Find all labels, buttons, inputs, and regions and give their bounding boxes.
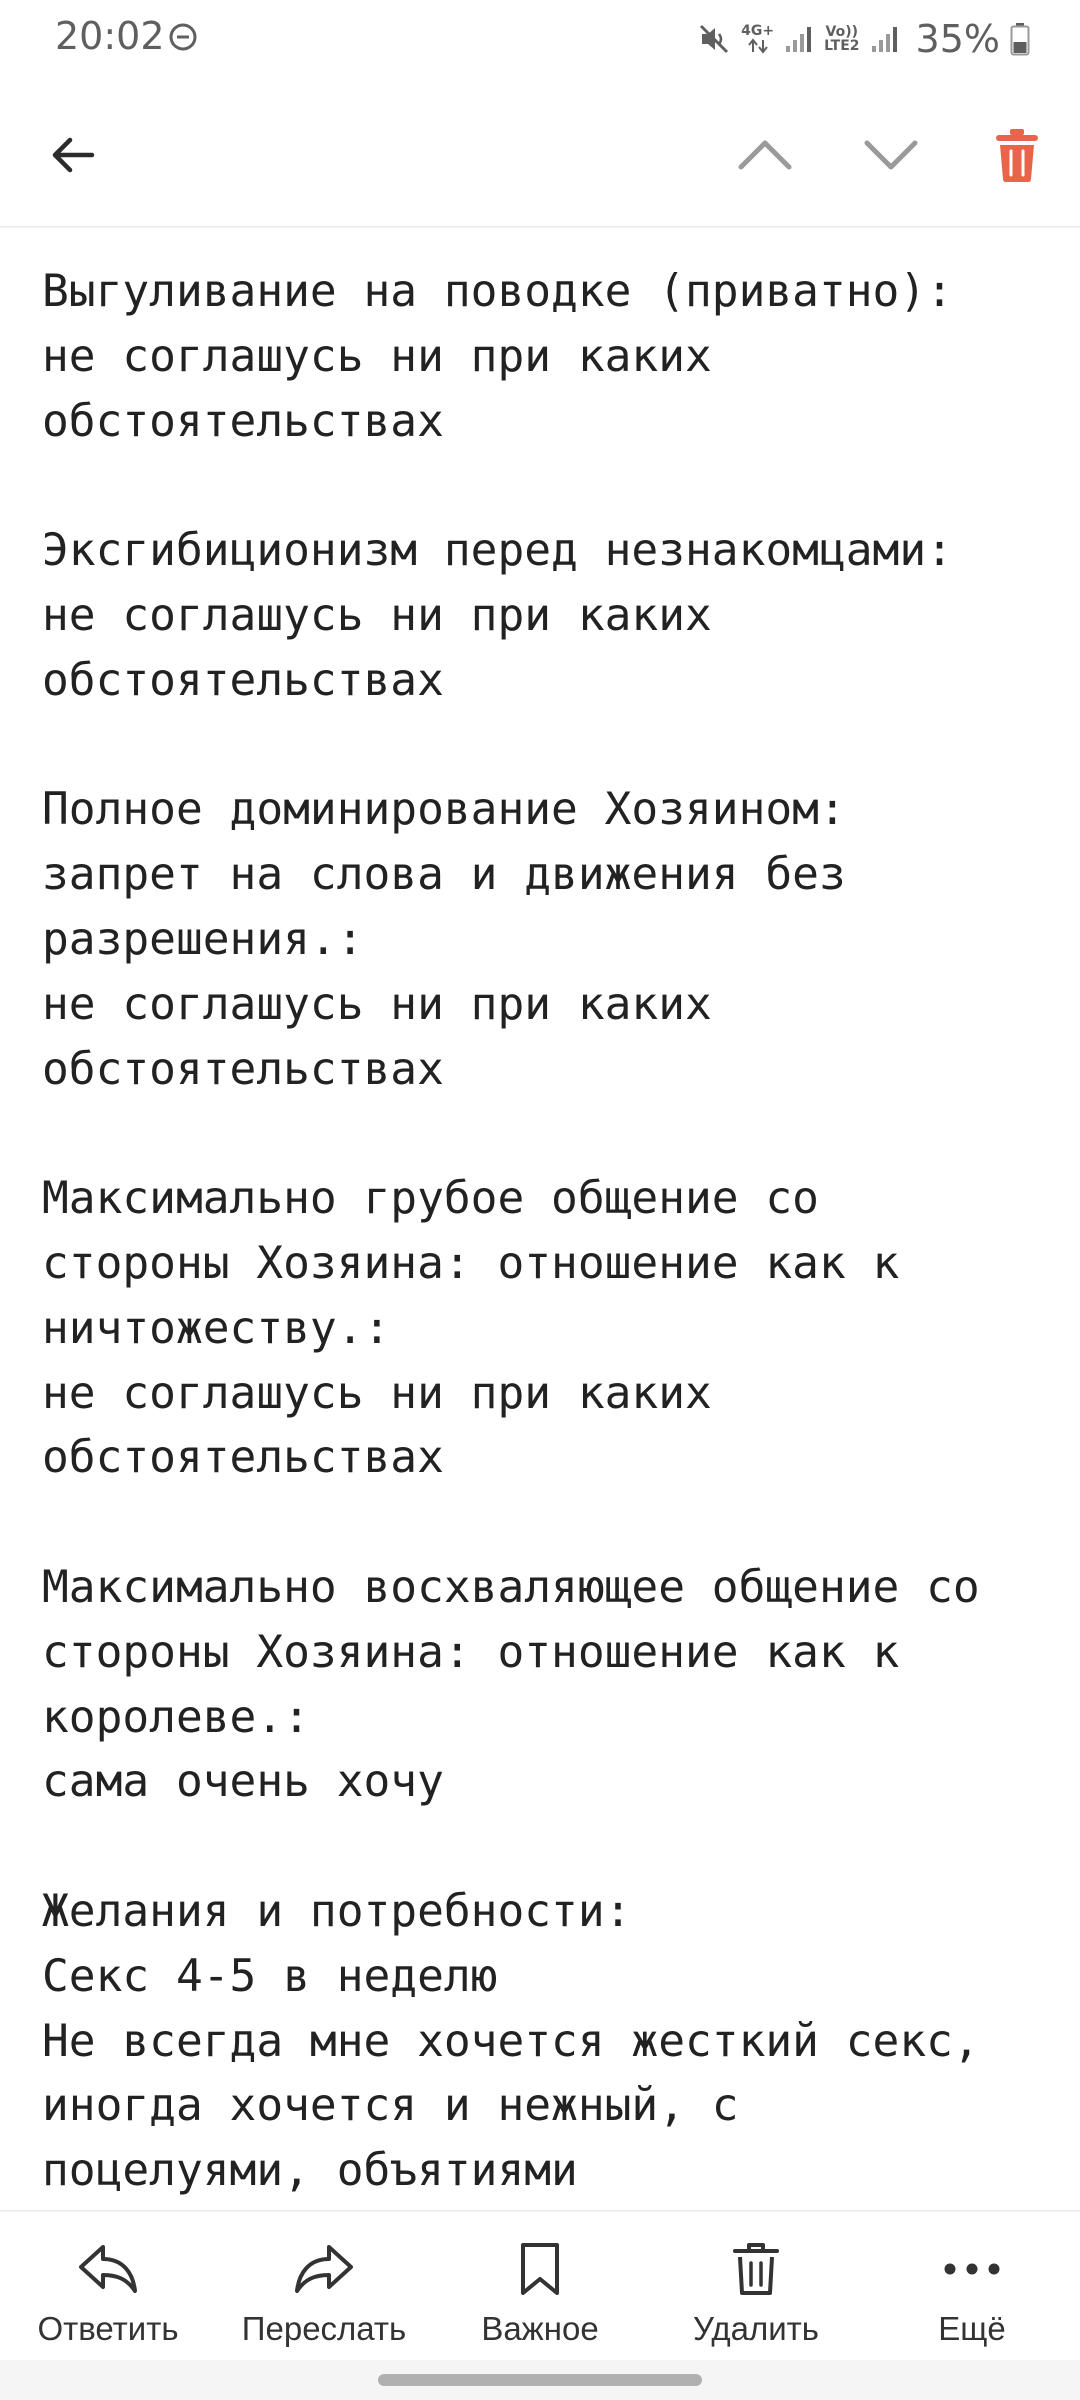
next-message-button[interactable] [846,110,936,200]
forward-label: Переслать [241,2310,407,2347]
battery-percent: 35% [915,17,1000,61]
more-label: Ещё [938,2310,1006,2347]
important-button[interactable] [432,2212,648,2362]
trash-outline-icon [732,2241,780,2297]
battery-icon [1010,22,1030,56]
more-button[interactable] [864,2212,1080,2362]
delete-button[interactable] [648,2212,864,2362]
status-time: 20:02 [55,14,165,58]
chevron-down-icon [861,135,921,175]
delete-label: Удалить [693,2310,819,2347]
home-gesture-handle[interactable] [378,2374,702,2386]
signal-icon-1 [784,24,814,54]
message-content[interactable] [42,228,1052,2208]
chevron-up-icon [735,135,795,175]
volte-bottom-label: LTE2 [824,38,860,54]
volte-indicator [824,25,859,53]
delete-message-button[interactable] [972,110,1062,200]
mute-icon [697,22,731,56]
message-body: Выгуливание на поводке (приватно): не соглашусь ни при каких обстоятельствах Эксгибиционизм перед незнакомцами: не соглашусь ни при каких обстоятельствах Полное доминирование Хозяином: запрет на слова и движения без разрешения.: не соглашусь ни при каких обстоятельствах Максимально грубое общение со стороны Хозяина: отношение как к ничтожеству.: не соглашусь ни при каких обстоятельствах Максимально восхваляющее общение со стороны Хозяина: отношение как к королеве.: сама очень хочу Желания и потребности: Секс 4-5 в неделю Не всегда мне хочется жесткий секс, иногда хочется и нежный, с поцелуями, объятиями [42,266,980,2197]
forward-button[interactable] [216,2212,432,2362]
reply-label: Ответить [37,2310,179,2347]
back-button[interactable] [28,110,118,200]
reply-button[interactable] [0,2212,216,2362]
bookmark-icon [518,2241,562,2297]
message-toolbar [0,80,1080,228]
status-indicators [697,14,1030,64]
trash-icon [994,127,1040,183]
important-label: Важное [481,2310,599,2347]
forward-icon [293,2243,355,2295]
data-arrows-icon [747,38,769,54]
network-type [741,24,774,54]
do-not-disturb-icon [168,22,198,52]
bottom-action-bar [0,2210,1080,2362]
navigation-bar [0,2360,1080,2400]
status-bar [0,0,1080,80]
arrow-left-icon [48,130,98,180]
more-icon [942,2259,1002,2279]
volte-top-label: Vo)) [825,24,859,40]
reply-icon [77,2243,139,2295]
previous-message-button[interactable] [720,110,810,200]
signal-icon-2 [870,24,900,54]
network-4g-label: 4G+ [741,23,775,39]
